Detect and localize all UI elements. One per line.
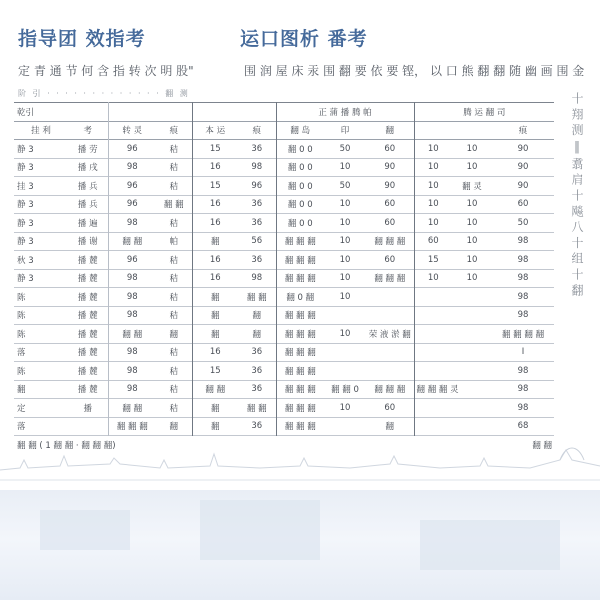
table-cell: 落: [17, 422, 26, 433]
table-body: [14, 103, 554, 454]
table-cell: 播 兵: [77, 181, 98, 192]
table-cell: 36: [251, 421, 263, 432]
table-cell: 10: [466, 143, 478, 154]
table-cell: 翻 翻 翻: [276, 232, 324, 251]
table-cell: 陈: [17, 366, 26, 377]
band-shape: [200, 500, 320, 560]
table-cell: 98: [251, 162, 263, 173]
table-cell: 10: [339, 217, 351, 228]
table-cell: 98: [517, 273, 529, 284]
group-header-cell: [108, 103, 192, 122]
table-cell: 98: [108, 158, 156, 177]
table-cell: 98: [251, 273, 263, 284]
table-cell: 96: [108, 195, 156, 214]
table-cell: 翻 翻: [108, 325, 156, 344]
left-title: 指导团 效指考: [18, 28, 146, 50]
column-header: 痕: [518, 126, 528, 137]
table-cell: 翻 翻 翻: [108, 417, 156, 436]
table-cell: 98: [517, 254, 529, 265]
table-cell: 翻 翻 翻: [276, 417, 324, 436]
table-cell: 96: [108, 177, 156, 196]
table-cell: 10: [414, 214, 452, 233]
table-cell: 翻 翻 翻: [276, 399, 324, 418]
table-cell: 16: [192, 214, 238, 233]
table-cell: 98: [517, 291, 529, 302]
table-cell: 16: [192, 195, 238, 214]
table-cell: 50: [339, 143, 351, 154]
table-cell: 翻 翻 翻: [276, 306, 324, 325]
group-header-cell: 腾 运 翻 司: [414, 103, 554, 122]
table-cell: 翻: [192, 288, 238, 307]
table-cell: 翻 翻 翻 翻: [501, 329, 545, 340]
table-cell: 静 3: [17, 163, 34, 174]
table-cell: 10: [339, 236, 351, 247]
table-cell: 90: [517, 162, 529, 173]
table-footer-right: 翻 翻: [532, 440, 553, 451]
table-cell: 10: [414, 195, 452, 214]
column-header: 痕: [169, 126, 179, 137]
table-cell: 36: [251, 254, 263, 265]
table-cell: 翻: [169, 329, 179, 340]
table-cell: [414, 288, 452, 307]
table-cell: 播 麓: [77, 366, 98, 377]
table-cell: [414, 362, 452, 381]
table-cell: 静 3: [17, 218, 34, 229]
table-row: [14, 399, 554, 418]
table-cell: 秸: [169, 218, 179, 229]
table-cell: 陈: [17, 292, 26, 303]
table-cell: 静 3: [17, 274, 34, 285]
table-cell: [414, 343, 452, 362]
table-cell: 秸: [169, 181, 179, 192]
table-cell: 翻: [385, 422, 395, 433]
table-cell: 翻 翻: [192, 380, 238, 399]
table-row: [14, 158, 554, 177]
table-cell: [366, 362, 414, 381]
table-row: [14, 177, 554, 196]
group-header-cell: 乾引: [17, 107, 35, 118]
table-cell: 定: [17, 403, 26, 414]
table-cell: 98: [517, 402, 529, 413]
table-cell: 98: [108, 380, 156, 399]
table-cell: 静 3: [17, 237, 34, 248]
table-cell: 秸: [169, 144, 179, 155]
table-cell: 36: [251, 384, 263, 395]
table-cell: 98: [517, 365, 529, 376]
table-cell: [414, 306, 452, 325]
table-cell: 秸: [169, 163, 179, 174]
table-row: [14, 269, 554, 288]
table-cell: 秸: [169, 385, 179, 396]
table-cell: 60: [384, 199, 396, 210]
table-cell: 播 麓: [77, 274, 98, 285]
column-header: 挂 利: [31, 126, 51, 137]
column-header: 本 运: [192, 121, 238, 140]
table-cell: 挂 3: [17, 181, 34, 192]
table-cell: 16: [192, 158, 238, 177]
small-caption: 阶 引 · · · · · · · · · · · · · 翻 测: [18, 89, 190, 98]
table-cell: 播 遍: [77, 218, 98, 229]
table-cell: 10: [466, 236, 478, 247]
table-cell: 静 3: [17, 144, 34, 155]
table-row: [14, 325, 554, 344]
table-cell: 60: [384, 402, 396, 413]
table-cell: 16: [192, 269, 238, 288]
table-cell: 秋 3: [17, 255, 34, 266]
column-header: [452, 121, 492, 140]
table-cell: 秸: [169, 348, 179, 359]
table-cell: 60: [384, 143, 396, 154]
band-shape: [40, 510, 130, 550]
table-cell: 翻 翻 翻: [374, 237, 406, 248]
table-cell: [452, 399, 492, 418]
table-cell: 翻 翻 翻: [374, 274, 406, 285]
table-row: [14, 343, 554, 362]
table-row: [14, 288, 554, 307]
left-subtitle: 定 青 通 节 何 含 指 转 次 明 股": [18, 64, 194, 78]
table-cell: 10: [339, 273, 351, 284]
table-row: [14, 362, 554, 381]
table-cell: 落: [17, 348, 26, 359]
table-cell: 秸: [169, 403, 179, 414]
table-cell: 10: [466, 254, 478, 265]
table-row: [14, 214, 554, 233]
table-cell: 翻: [252, 311, 262, 322]
table-cell: 10: [466, 162, 478, 173]
table-cell: 翻: [17, 385, 26, 396]
column-header-row: [14, 121, 554, 140]
table-cell: 50: [517, 217, 529, 228]
table-cell: 翻: [192, 417, 238, 436]
table-footer-left: 翻 翻 ( 1 翻 翻 · 翻 翻 翻): [17, 440, 116, 451]
table-cell: 10: [466, 217, 478, 228]
table-cell: 翻 翻 翻: [276, 380, 324, 399]
table-cell: 秸: [169, 311, 179, 322]
table-cell: 50: [339, 180, 351, 191]
table-cell: 90: [384, 162, 396, 173]
table-cell: 10: [414, 269, 452, 288]
column-header: 转 灵: [108, 121, 156, 140]
table-cell: 98: [517, 384, 529, 395]
table-cell: 秸: [169, 292, 179, 303]
band-shape: [420, 520, 560, 570]
table-cell: 10: [339, 199, 351, 210]
table-cell: [414, 399, 452, 418]
table-row: [14, 195, 554, 214]
table-cell: 翻 0 翻: [276, 288, 324, 307]
table-cell: 陈: [17, 329, 26, 340]
table-cell: 16: [192, 343, 238, 362]
table-cell: 翻 翻: [246, 292, 267, 303]
table-cell: 翻 翻 翻 灵: [414, 380, 452, 399]
table-cell: 翻 翻 翻: [276, 343, 324, 362]
table-row: [14, 380, 554, 399]
group-header-cell: 正 蒲 播 腾 帕: [276, 103, 414, 122]
table-cell: 15: [192, 177, 238, 196]
table-cell: [324, 343, 366, 362]
table-cell: 90: [517, 180, 529, 191]
table-cell: [452, 325, 492, 344]
table-cell: [324, 362, 366, 381]
right-subtitle: 围 润 屋 床 汞 围 翻 要 依 要 铿， 以 口 熊 翻 翻 随 幽 画 围 金: [244, 64, 585, 78]
table-cell: 98: [108, 288, 156, 307]
table-cell: [366, 306, 414, 325]
table-cell: 68: [517, 421, 529, 432]
table-cell: 98: [108, 362, 156, 381]
table-cell: [452, 288, 492, 307]
table-cell: 播 麓: [77, 255, 98, 266]
table-cell: 翻 翻 翻: [374, 385, 406, 396]
table-cell: 36: [251, 217, 263, 228]
table-row: [14, 251, 554, 270]
table-cell: [366, 288, 414, 307]
table-cell: 98: [108, 306, 156, 325]
table-cell: 陈: [17, 311, 26, 322]
table-cell: 60: [414, 232, 452, 251]
table-cell: 90: [517, 143, 529, 154]
table-cell: 96: [251, 180, 263, 191]
table-cell: 播: [83, 403, 93, 414]
table-cell: [452, 362, 492, 381]
table-cell: 翻 0 0: [276, 195, 324, 214]
table-cell: 播 麓: [77, 348, 98, 359]
bottom-background-band: [0, 490, 600, 600]
table-cell: 秸: [169, 274, 179, 285]
table-cell: [452, 343, 492, 362]
table-row: [14, 140, 554, 159]
table-cell: 15: [192, 140, 238, 159]
table-cell: 98: [517, 236, 529, 247]
table-cell: 60: [517, 199, 529, 210]
table-cell: 96: [108, 140, 156, 159]
table-cell: 播 劳: [77, 144, 98, 155]
table-cell: 10: [414, 140, 452, 159]
table-cell: 98: [108, 214, 156, 233]
table-cell: 60: [384, 217, 396, 228]
table-cell: 10: [339, 328, 351, 339]
table-cell: 翻 翻 翻: [276, 325, 324, 344]
column-header: 翻 岛: [276, 121, 324, 140]
table-row: [14, 232, 554, 251]
column-header: 印: [340, 126, 350, 137]
table-cell: 98: [517, 310, 529, 321]
table-cell: 翻 0 0: [276, 140, 324, 159]
table-cell: 56: [251, 236, 263, 247]
table-cell: [324, 306, 366, 325]
table-cell: 10: [339, 162, 351, 173]
group-header-cell: [192, 103, 276, 122]
table-cell: 翻 翻 0: [331, 385, 359, 396]
table-cell: 翻: [192, 306, 238, 325]
table-cell: 翻 翻: [246, 403, 267, 414]
table-cell: 荣 液 淤 翻: [368, 329, 411, 340]
table-cell: 翻 0 0: [276, 177, 324, 196]
side-vertical-text: 十 翔 测 ‖ 翥 肩 十 飚 八 十 组 十 翻: [570, 92, 584, 296]
table-cell: 15: [192, 362, 238, 381]
table-cell: 60: [384, 254, 396, 265]
table-cell: 翻: [252, 329, 262, 340]
table-cell: 36: [251, 365, 263, 376]
table-cell: 10: [414, 158, 452, 177]
table-cell: 10: [339, 254, 351, 265]
table-cell: 15: [414, 251, 452, 270]
group-header-row: [14, 103, 554, 122]
table-cell: [452, 306, 492, 325]
table-cell: 98: [108, 269, 156, 288]
table-cell: 播 麓: [77, 329, 98, 340]
table-cell: 10: [339, 291, 351, 302]
data-table: [14, 102, 554, 454]
right-title: 运口图析 番考: [240, 28, 368, 50]
table-cell: 翻 翻 翻: [276, 269, 324, 288]
column-header: 考: [83, 126, 93, 137]
table-cell: 播 兵: [77, 200, 98, 211]
table-cell: 翻 翻 翻: [276, 362, 324, 381]
table-cell: 36: [251, 143, 263, 154]
table-cell: 翻 0 0: [276, 214, 324, 233]
table-cell: 16: [192, 251, 238, 270]
table-cell: [414, 325, 452, 344]
table-cell: 播 麓: [77, 385, 98, 396]
table-cell: 10: [339, 402, 351, 413]
table-cell: 帕: [169, 237, 179, 248]
table-cell: 10: [466, 199, 478, 210]
table-cell: 翻 灵: [462, 181, 482, 192]
table-cell: 秸: [169, 366, 179, 377]
column-header: [414, 121, 452, 140]
table-cell: I: [521, 347, 525, 358]
table-cell: 98: [108, 343, 156, 362]
table-cell: 翻: [169, 422, 179, 433]
table-cell: 36: [251, 347, 263, 358]
table-cell: 翻: [192, 325, 238, 344]
table-cell: 36: [251, 199, 263, 210]
table-cell: 翻: [192, 399, 238, 418]
table-cell: 播 戌: [77, 163, 98, 174]
table-cell: 96: [108, 251, 156, 270]
column-header: 翻: [385, 126, 395, 137]
table-cell: 翻 翻: [108, 399, 156, 418]
table-cell: 10: [414, 177, 452, 196]
table-cell: 90: [384, 180, 396, 191]
table-cell: 翻 翻: [108, 232, 156, 251]
table-cell: 秸: [169, 255, 179, 266]
table-cell: 翻 翻 翻: [276, 251, 324, 270]
column-header: 痕: [252, 126, 262, 137]
table-cell: 10: [466, 273, 478, 284]
table-row: [14, 306, 554, 325]
table-cell: 翻 翻: [163, 200, 184, 211]
table-cell: 静 3: [17, 200, 34, 211]
table-cell: 翻 0 0: [276, 158, 324, 177]
table-cell: 播 谢: [77, 237, 98, 248]
table-cell: 播 麓: [77, 311, 98, 322]
table-cell: [366, 343, 414, 362]
table-cell: 播 麓: [77, 292, 98, 303]
table-cell: 翻: [192, 232, 238, 251]
